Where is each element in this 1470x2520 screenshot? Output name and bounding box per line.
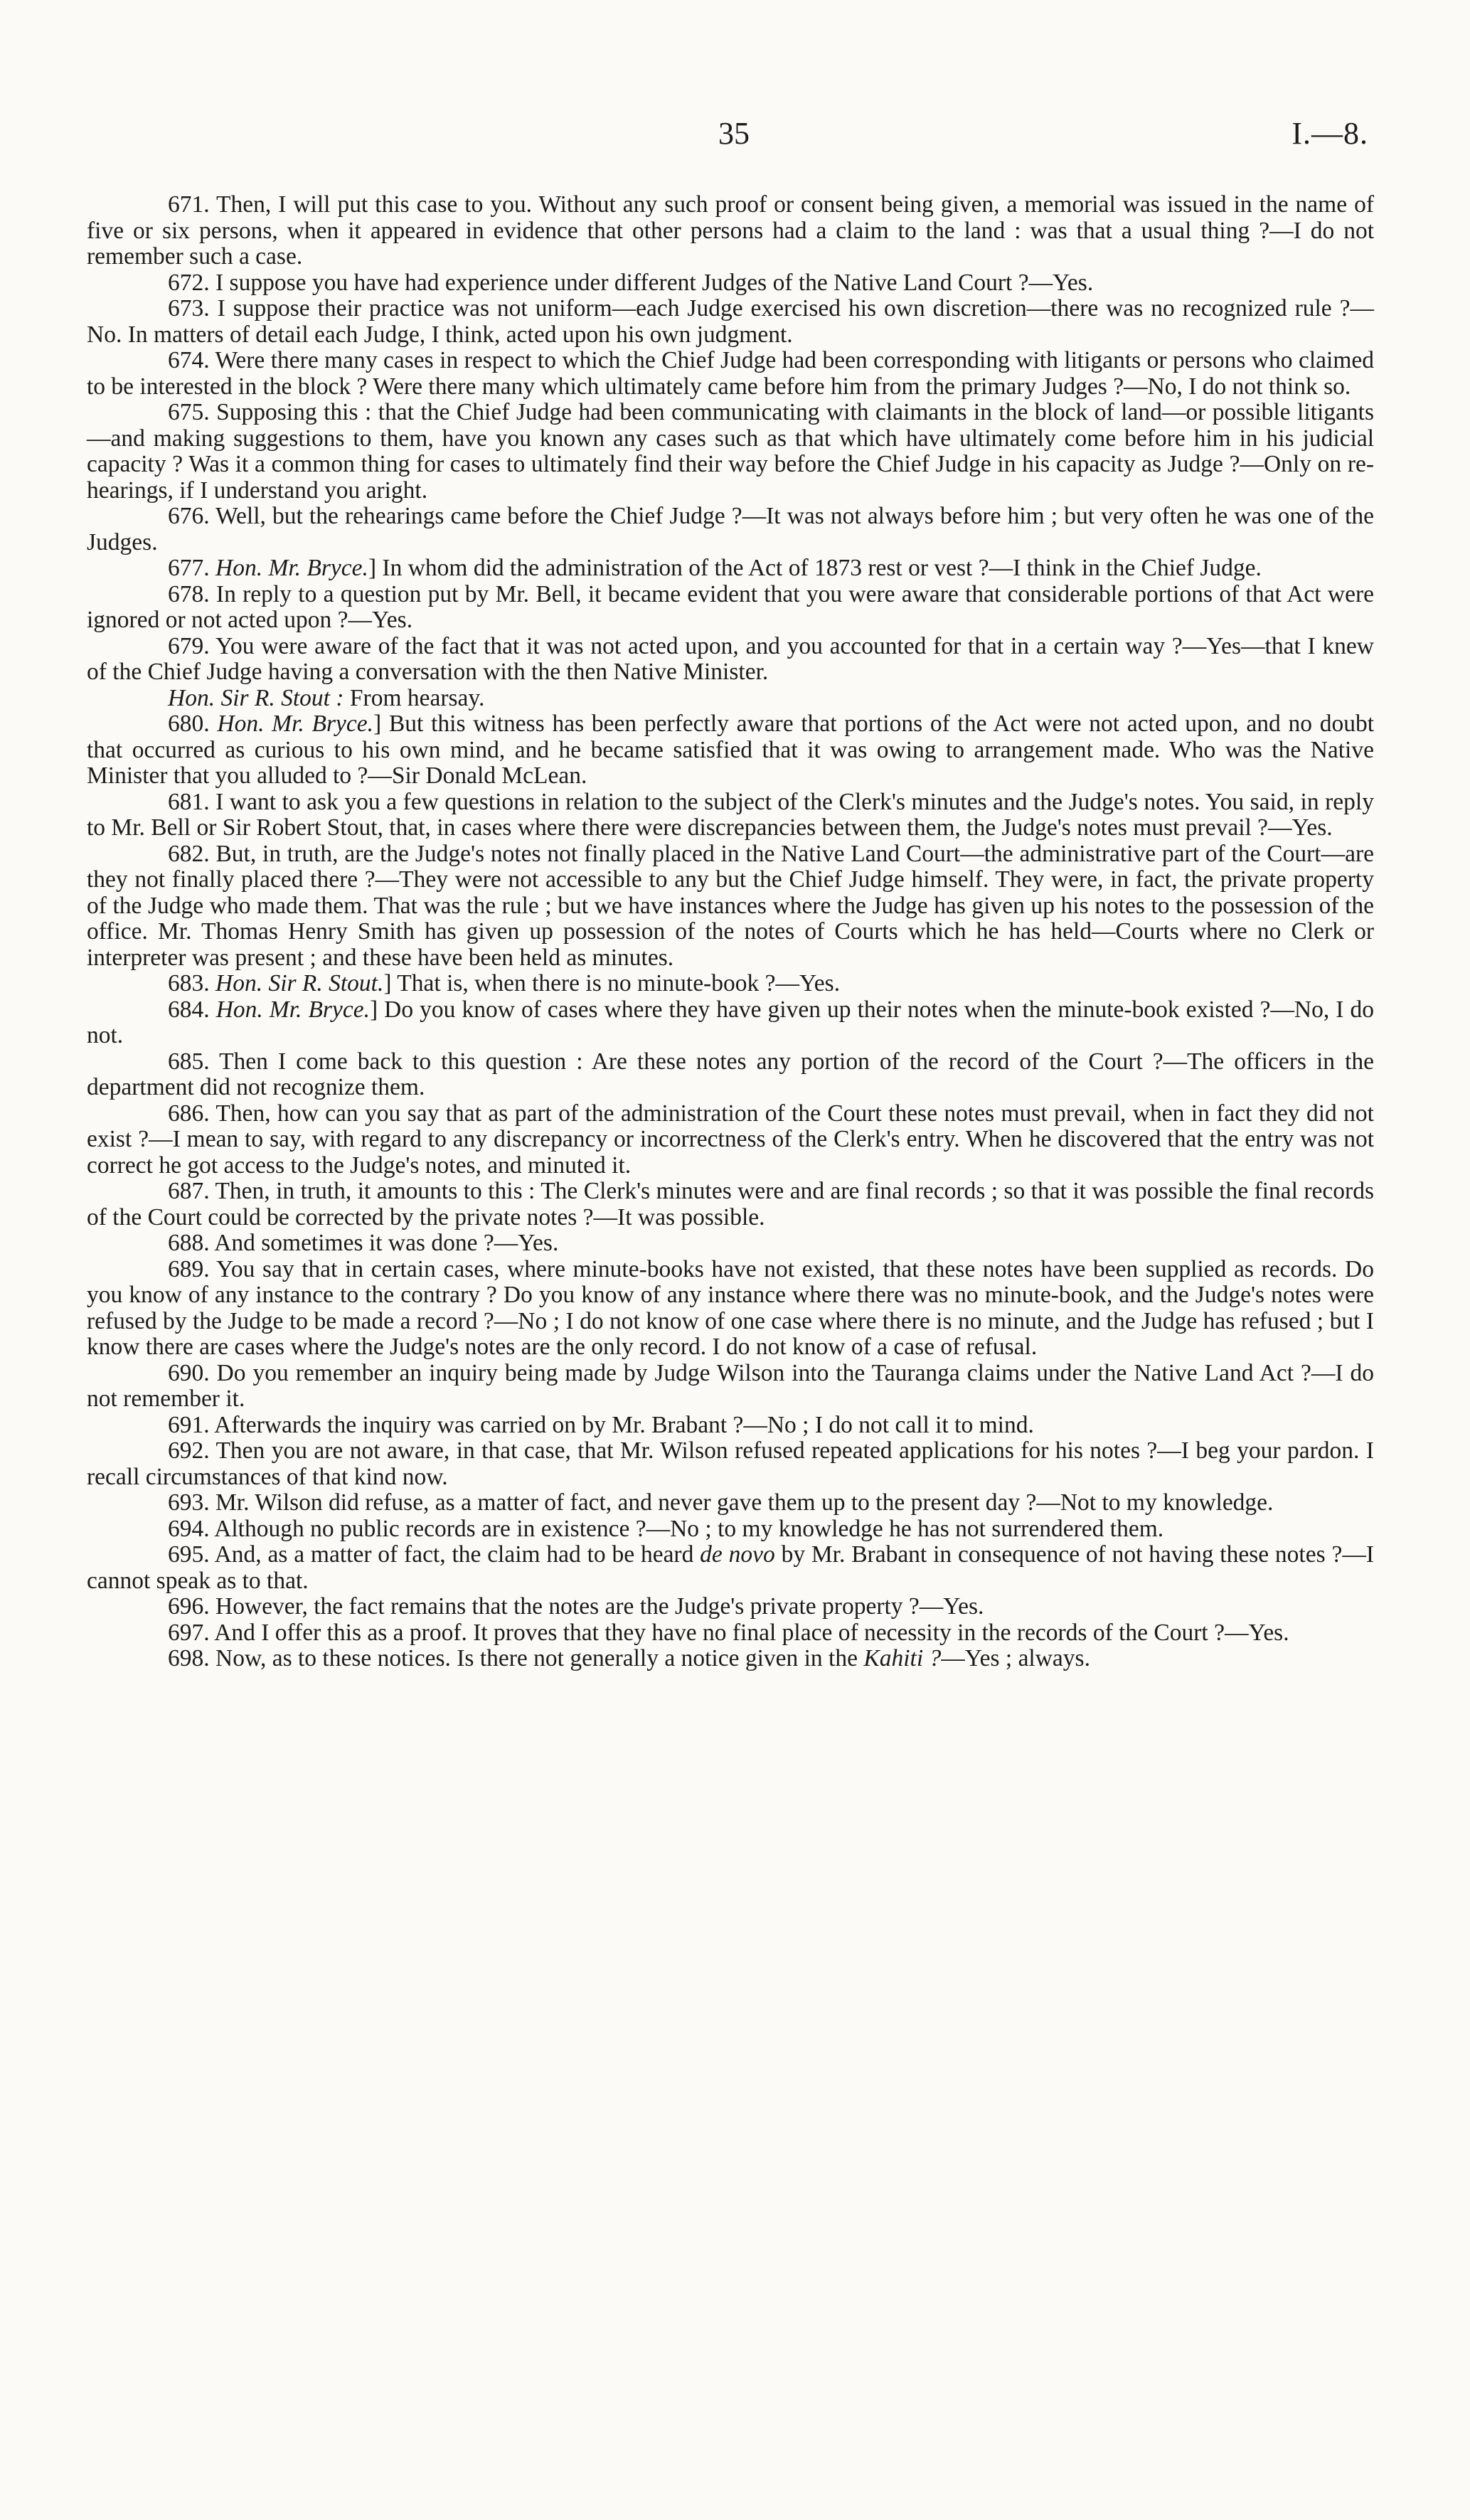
paragraph-prefix: 695. And, as a matter of fact, the claim had to be heard xyxy=(168,1541,701,1568)
paragraph-680 xyxy=(87,711,1374,790)
paragraph-676: 676. Well, but the rehearings came before the Chief Judge ?—It was not always before him ; but very often he was one of the Judges. xyxy=(87,503,1374,555)
paragraph-684 xyxy=(87,997,1374,1049)
paragraph-683 xyxy=(87,971,1374,997)
paragraph-671: 671. Then, I will put this case to you. Without any such proof or consent being given, a memorial was issued in the name of five or six persons, when it appeared in evidence that other persons had a claim to the land : was that a usual thing ?—I do not remember such a case. xyxy=(87,191,1374,270)
paragraph-prefix: 683. xyxy=(168,970,215,996)
paragraph-679: 679. You were aware of the fact that it was not acted upon, and you accounted for that in a certain way ?—Yes—that I knew of the Chief Judge having a conversation with the then Native Minister. xyxy=(87,632,1374,685)
paragraph-body: ] Do you know of cases where they have given up their notes when the minute-book existed ?—No, I do not. xyxy=(87,996,1375,1048)
paragraph-673: 673. I suppose their practice was not uniform—each Judge exercised his own discretion—there was no recognized rule ?—No. In matters of detail each Judge, I think, acted upon his own judgment. xyxy=(87,295,1374,348)
paragraph-body: by Mr. Brabant in consequence of not having these notes ?—I cannot speak as to that. xyxy=(87,1541,1374,1594)
paragraph-690: 690. Do you remember an inquiry being made by Judge Wilson into the Tauranga claims under the Native Land Act ?—I do not remember it. xyxy=(87,1359,1374,1412)
paragraph-698 xyxy=(87,1646,1374,1672)
page-header xyxy=(0,115,1470,158)
paragraph-prefix: 677. xyxy=(168,555,215,581)
paragraph-body: ] But this witness has been perfectly aware that portions of the Act were not acted upon, and no doubt that occurred as curious to his own mind, and he became satisfied that it was owing to arrangement made. Who was the Native Minister that you alluded to ?—Sir Donald McLean. xyxy=(87,711,1375,789)
body-text xyxy=(87,192,1374,1672)
paragraph-678: 678. In reply to a question put by Mr. Bell, it became evident that you were aware that considerable portions of that Act were ignored or not acted upon ?—Yes. xyxy=(87,580,1374,633)
paragraph-695 xyxy=(87,1542,1374,1594)
publication-name: Kahiti ? xyxy=(863,1645,942,1671)
speaker-name: Hon. Sir R. Stout. xyxy=(215,970,384,996)
paragraph-682: 682. But, in truth, are the Judge's notes not finally placed in the Native Land Court—the administrative part of the Court—are they not finally placed there ?—They were not accessible to any but the Chief Judge himself. They were, in fact, the private property of the Judge who made them. That was the rule ; but we have instances where the Judge has given up his notes to the possession of the office. Mr. Thomas Henry Smith has given up possession of the notes of Courts which he has held—Courts where no Clerk or interpreter was present ; and these have been held as minutes. xyxy=(87,840,1374,971)
paragraph-body: From hearsay. xyxy=(343,684,485,711)
paragraph-688: 688. And sometimes it was done ?—Yes. xyxy=(168,1230,559,1256)
paragraph-685: 685. Then I come back to this question : Are these notes any portion of the record of the Court ?—The officers in the department did not recognize them. xyxy=(87,1048,1374,1100)
page-number: 35 xyxy=(718,116,750,151)
paragraph-686: 686. Then, how can you say that as part of the administration of the Court these notes must prevail, when in fact they did not exist ?—I mean to say, with regard to any discrepancy or incorrectness of the Clerk's entry. When he discovered that the entry was not correct he got access to the Judge's notes, and minuted it. xyxy=(87,1100,1374,1179)
paragraph-672: 672. I suppose you have had experience under different Judges of the Native Land Court ?—Yes. xyxy=(168,269,1094,296)
paragraph-692: 692. Then you are not aware, in that case, that Mr. Wilson refused repeated applications for his notes ?—I beg your pardon. I recall circumstances of that kind now. xyxy=(87,1437,1374,1490)
speaker-name: Hon. Mr. Bryce. xyxy=(215,555,368,581)
paragraph-675: 675. Supposing this : that the Chief Judge had been communicating with claimants in the block of land—or possible litigants—and making suggestions to them, have you known any cases such as that which have ultimately come before him in his judicial capacity ? Was it a common thing for cases to ultimately find their way before the Chief Judge in his capacity as Judge ?—Only on re-hearings, if I understand you aright. xyxy=(87,399,1374,504)
document-code: I.—8. xyxy=(1291,116,1368,151)
speaker-name: Hon. Mr. Bryce. xyxy=(217,711,374,737)
paragraph-prefix: 698. Now, as to these notices. Is there not generally a notice given in the xyxy=(168,1645,864,1671)
paragraph-body: ] That is, when there is no minute-book ?—Yes. xyxy=(383,970,841,996)
paragraph-body: —Yes ; always. xyxy=(941,1645,1090,1671)
paragraph-691: 691. Afterwards the inquiry was carried on by Mr. Brabant ?—No ; I do not call it to mind. xyxy=(168,1411,1034,1438)
paragraph-prefix: 684. xyxy=(168,996,216,1023)
paragraph-694: 694. Although no public records are in existence ?—No ; to my knowledge he has not surrendered them. xyxy=(168,1515,1164,1542)
paragraph-697: 697. And I offer this as a proof. It proves that they have no final place of necessity in the records of the Court ?—Yes. xyxy=(168,1619,1289,1646)
speaker-name: Hon. Sir R. Stout : xyxy=(168,684,344,711)
paragraph-677 xyxy=(87,555,1374,582)
paragraph-674: 674. Were there many cases in respect to which the Chief Judge had been corresponding with litigants or persons who claimed to be interested in the block ? Were there many which ultimately came before him from the primary Judges ?—No, I do not think so. xyxy=(87,347,1374,400)
speaker-name: Hon. Mr. Bryce. xyxy=(215,996,370,1023)
paragraph-689: 689. You say that in certain cases, where minute-books have not existed, that these notes have been supplied as records. Do you know of any instance to the contrary ? Do you know of any instance where there was no minute-book, and the Judge's notes were refused by the Judge to be made a record ?—No ; I do not know of one case where there is no minute, and the Judge has refused ; but I know there are cases where the Judge's notes are the only record. I do not know of a case of refusal. xyxy=(87,1255,1374,1360)
latin-phrase: de novo xyxy=(700,1541,775,1568)
paragraph-prefix: 680. xyxy=(168,711,218,737)
paragraph-body: ] In whom did the administration of the Act of 1873 rest or vest ?—I think in the Chief Judge. xyxy=(368,555,1262,581)
paragraph-interjection xyxy=(87,686,1374,712)
paragraph-687: 687. Then, in truth, it amounts to this : The Clerk's minutes were and are final records ; so that it was possible the final records of the Court could be corrected by the private notes ?—It was possible. xyxy=(87,1178,1374,1230)
paragraph-693: 693. Mr. Wilson did refuse, as a matter of fact, and never gave them up to the present day ?—Not to my knowledge. xyxy=(168,1489,1274,1516)
paragraph-681: 681. I want to ask you a few questions in relation to the subject of the Clerk's minutes and the Judge's notes. You said, in reply to Mr. Bell or Sir Robert Stout, that, in cases where there were discrepancies between them, the Judge's notes must prevail ?—Yes. xyxy=(87,788,1374,841)
paragraph-696: 696. However, the fact remains that the notes are the Judge's private property ?—Yes. xyxy=(168,1593,984,1620)
